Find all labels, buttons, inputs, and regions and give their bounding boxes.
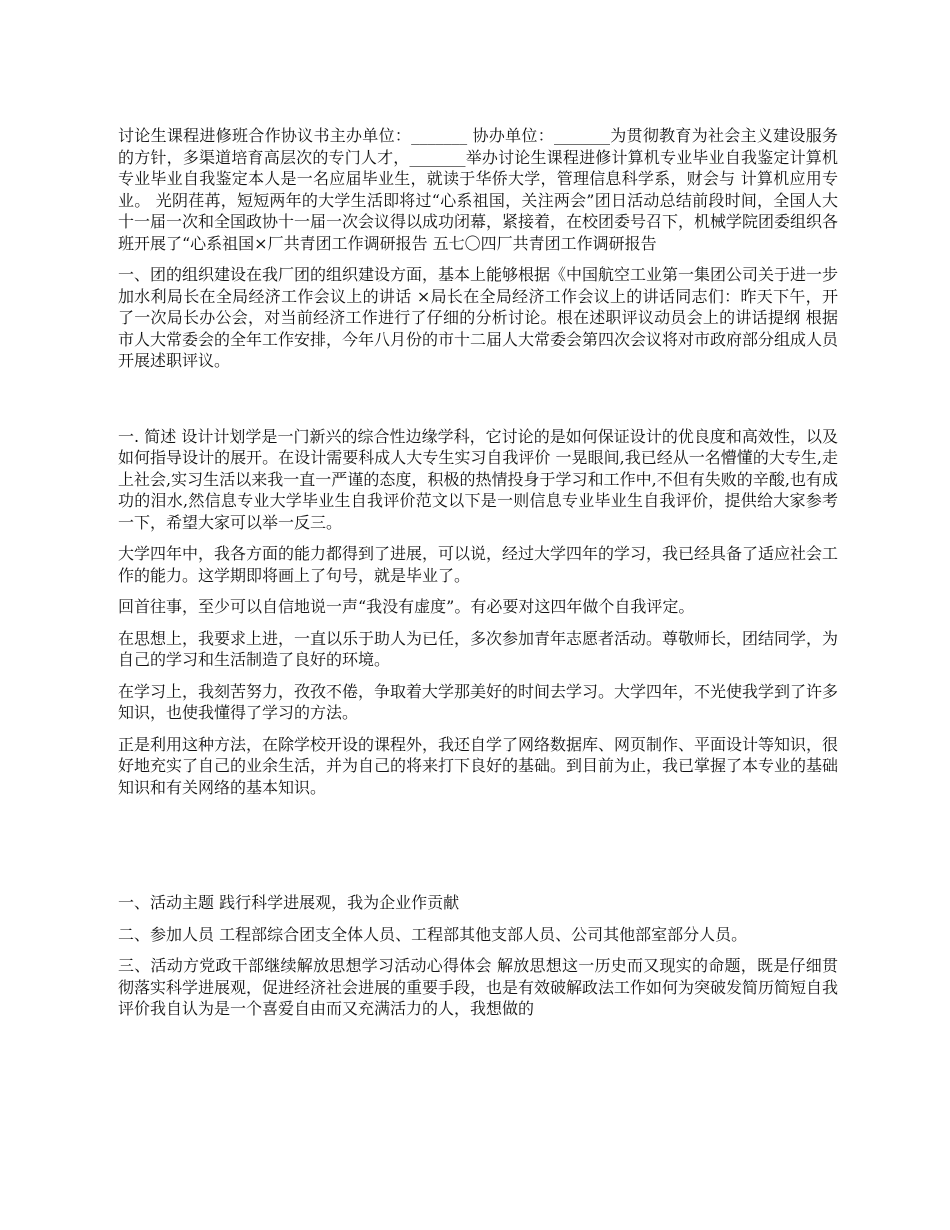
paragraph: 三、活动方党政干部继续解放思想学习活动心得体会 解放思想这一历史而又现实的命题，既是仔细贯彻落实科学进展观，促进经济社会进展的重要手段，也是有效破解政法工作如何为突破发简历简短自我评价我自认为是一个喜爱自由而又充满活力的人，我想做的 [118,956,839,1018]
paragraph: 在学习上，我刻苦努力，孜孜不倦，争取着大学那美好的时间去学习。大学四年，不光使我学到了许多知识，也使我懂得了学习的方法。 [118,681,839,722]
paragraph: 一. 简述 设计计划学是一门新兴的综合性边缘学科，它讨论的是如何保证设计的优良度和高效性，以及如何指导设计的展开。在设计需要科成人大专生实习自我评价 一晃眼间,我已经从一名懵懂的大专生,走上社会,实习生活以来我一直一严谨的态度，积极的热情投身于学习和工作中,不但有失败的辛酸,也有成功的泪水,然信息专业大学毕业生自我评价范文以下是一则信息专业毕业生自我评价，提供给大家参考一下，希望大家可以举一反三。 [118,426,838,532]
paragraph: 回首往事，至少可以自信地说一声“我没有虚度”。有必要对这四年做个自我评定。 [118,597,695,616]
paragraph: 在思想上，我要求上进，一直以乐于助人为已任，多次参加青年志愿者活动。尊敬师长，团结同学，为自己的学习和生活制造了良好的环境。 [118,628,839,669]
section-gap [118,382,838,426]
paragraph: 正是利用这种方法，在除学校开设的课程外，我还自学了网络数据库、网页制作、平面设计等知识，很好地充实了自己的业余生活，并为自己的将来打下良好的基础。到目前为止，我已掌握了本专业的基础知识和有关网络的基本知识。 [118,734,839,797]
document-body [118,125,838,1030]
paragraph: 一、活动主题 践行科学进展观，我为企业作贡献 [118,893,460,912]
paragraph: 讨论生课程进修班合作协议书主办单位：_______ 协办单位：_______为贯彻教育为社会主义建设服务的方针，多渠道培育高层次的专门人才，_______举办讨论生课程进修计算机专业毕业自我鉴定计算机专业毕业自我鉴定本人是一名应届毕业生，就读于华侨大学，管理信息科学系，财会与 计算机应用专业。 光阴荏苒，短短两年的大学生活即将过“心系祖国，关注两会”团日活动总结前段时间，全国人大十一届一次和全国政协十一届一次会议得以成功闭幕，紧接着，在校团委号召下，机械学院团委组织各班开展了“心系祖国×厂共青团工作调研报告 五七〇四厂共青团工作调研报告 [118,126,839,253]
paragraph: 大学四年中，我各方面的能力都得到了进展，可以说，经过大学四年的学习，我已经具备了适应社会工作的能力。这学期即将画上了句号，就是毕业了。 [118,544,839,585]
section-gap [118,808,838,892]
paragraph: 一、团的组织建设在我厂团的组织建设方面，基本上能够根据《中国航空工业第一集团公司关于进一步加水利局长在全局经济工作会议上的讲话 ×局长在全局经济工作会议上的讲话同志们：昨天下午，开了一次局长办公会，对当前经济工作进行了仔细的分析讨论。根在述职评议动员会上的讲话提纲 根据市人大常委会的全年工作安排，今年八月份的市十二届人大常委会第四次会议将对市政府部分组成人员开展述职评议。 [118,265,839,370]
paragraph: 二、参加人员 工程部综合团支全体人员、工程部其他支部人员、公司其他部室部分人员。 [118,924,748,944]
